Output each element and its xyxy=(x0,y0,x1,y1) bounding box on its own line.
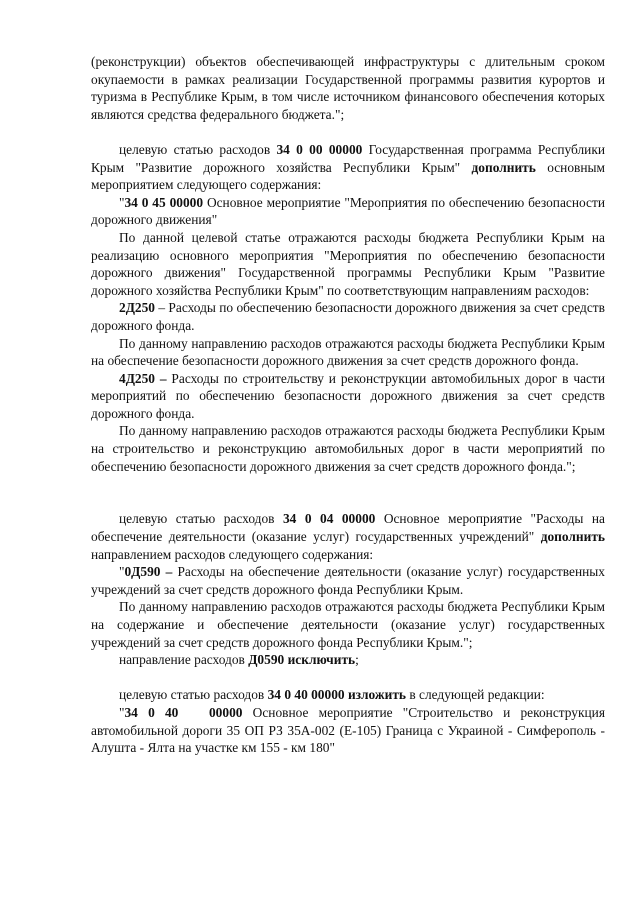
paragraph-12 xyxy=(91,651,605,669)
paragraph-9-post: направлением расходов следующего содержания: xyxy=(91,546,374,562)
paragraph-6 xyxy=(91,335,605,370)
paragraph-9-action: дополнить xyxy=(540,529,605,545)
paragraph-2-pre: целевую статью расходов xyxy=(119,141,277,157)
paragraph-12-action: исключить xyxy=(284,652,356,668)
paragraph-10 xyxy=(91,563,605,598)
paragraph-14-code: 34 0 40 00000 xyxy=(124,704,243,720)
spacer xyxy=(91,123,605,141)
paragraph-6-text: По данному направлению расходов отражаются расходы бюджета Республики Крым на обеспечение безопасности дорожного движения за счет средств дорожного фонда. xyxy=(91,335,605,369)
document-page xyxy=(91,53,605,757)
paragraph-9-mid: Основное мероприятие "Расходы на обеспечение деятельности (оказание услуг) государственных учреждений" xyxy=(91,511,605,545)
paragraph-9-pre: целевую статью расходов xyxy=(119,511,283,527)
paragraph-2-post: основным мероприятием следующего содержания: xyxy=(91,159,605,193)
paragraph-11-text: По данному направлению расходов отражаются расходы бюджета Республики Крым на содержание и обеспечение деятельности (оказание услуг) государственных учреждений за счет средств дорожного фонда Республики Крым."; xyxy=(91,599,605,650)
paragraph-8-text: По данному направлению расходов отражаются расходы бюджета Республики Крым на строительство и реконструкцию автомобильных дорог в части мероприятий по обеспечению безопасности дорожного движения за счет средств дорожного фонда."; xyxy=(91,423,605,474)
paragraph-8 xyxy=(91,422,605,475)
paragraph-3-code: 34 0 45 00000 xyxy=(124,194,204,210)
paragraph-10-pre: " xyxy=(119,564,125,580)
spacer xyxy=(91,493,605,511)
paragraph-13-code: 34 0 40 00000 xyxy=(267,687,345,703)
paragraph-3-pre: " xyxy=(119,194,125,210)
paragraph-13-pre: целевую статью расходов xyxy=(119,687,268,703)
paragraph-12-post: ; xyxy=(355,652,359,668)
paragraph-11 xyxy=(91,598,605,651)
paragraph-14-pre: " xyxy=(119,704,125,720)
paragraph-2 xyxy=(91,141,605,194)
paragraph-4 xyxy=(91,229,605,299)
paragraph-13-post: в следующей редакции: xyxy=(406,687,545,703)
spacer xyxy=(91,669,605,687)
paragraph-3 xyxy=(91,194,605,229)
paragraph-7 xyxy=(91,370,605,423)
paragraph-2-action: дополнить xyxy=(471,159,536,175)
paragraph-5-code: 2Д250 xyxy=(119,300,155,316)
paragraph-12-pre: направление расходов xyxy=(119,652,249,668)
paragraph-14-post: Основное мероприятие "Строительство и реконструкция автомобильной дороги 35 ОП РЗ 35А-002 (Е-105) Граница с Украиной - Симферополь - Алушта - Ялта на участке км 155 - км 180" xyxy=(91,704,605,756)
paragraph-4-text: По данной целевой статье отражаются расходы бюджета Республики Крым на реализацию основного мероприятия "Мероприятия по обеспечению безопасности дорожного движения" Государственной программы Республики Крым "Развитие дорожного хозяйства Республики Крым" по соответствующим направлениям расходов: xyxy=(91,229,605,298)
paragraph-14 xyxy=(91,704,605,757)
paragraph-7-post: Расходы по строительству и реконструкции автомобильных дорог в части мероприятий по обеспечению безопасности дорожного движения за счет средств дорожного фонда. xyxy=(91,370,605,421)
paragraph-5 xyxy=(91,299,605,334)
paragraph-10-post: Расходы на обеспечение деятельности (оказание услуг) государственных учреждений за счет средств дорожного фонда Республики Крым. xyxy=(91,564,605,597)
paragraph-2-mid: Государственная программа Республики Крым "Развитие дорожного хозяйства Республики Крым" xyxy=(91,141,605,175)
paragraph-5-post: – Расходы по обеспечению безопасности дорожного движения за счет средств дорожного фонда. xyxy=(91,300,605,333)
paragraph-3-post: Основное мероприятие "Мероприятия по обеспечению безопасности дорожного движения" xyxy=(91,194,606,228)
paragraph-13 xyxy=(91,686,605,704)
paragraph-10-code: 0Д590 – xyxy=(124,564,173,580)
paragraph-1 xyxy=(91,53,605,123)
spacer xyxy=(91,475,605,493)
paragraph-1-text: (реконструкции) объектов обеспечивающей инфраструктуры с длительным сроком окупаемости в рамках реализации Государственной программы развития курортов и туризма в Республике Крым, в том числе источником финансового обеспечения которых являются средства федерального бюджета."; xyxy=(91,54,605,122)
paragraph-2-code: 34 0 00 00000 xyxy=(276,141,363,157)
paragraph-9-code: 34 0 04 00000 xyxy=(282,511,376,527)
paragraph-13-action: изложить xyxy=(344,687,406,703)
paragraph-7-code: 4Д250 – xyxy=(119,370,167,386)
paragraph-12-code: Д0590 xyxy=(248,652,285,668)
paragraph-9 xyxy=(91,510,605,563)
